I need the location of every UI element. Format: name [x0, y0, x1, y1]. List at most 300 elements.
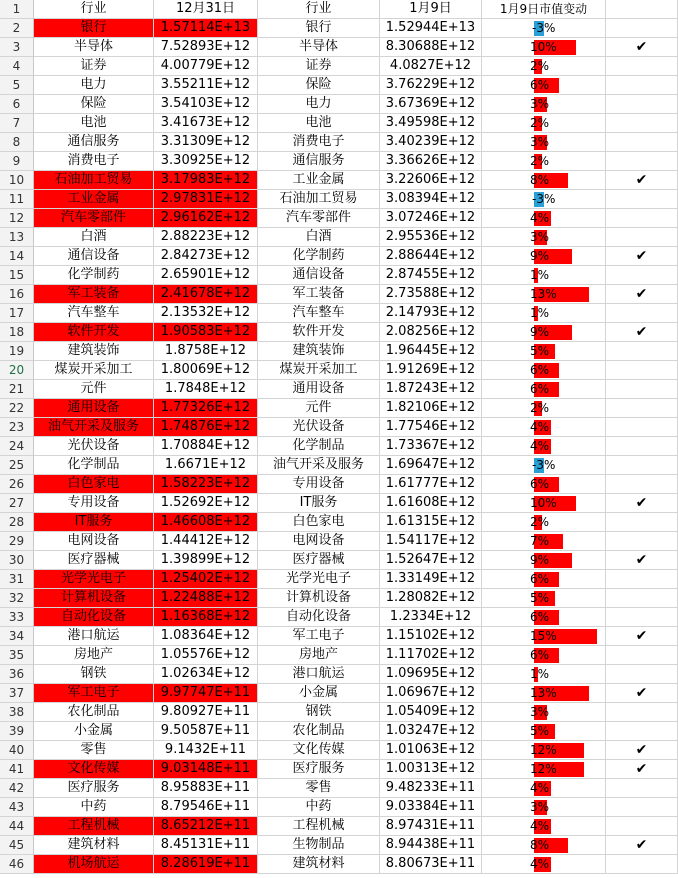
cell-change-e[interactable] [482, 855, 606, 874]
cell-check-f[interactable] [606, 855, 678, 874]
row-number[interactable]: 7 [0, 114, 34, 133]
cell-value-d[interactable]: 9.48233E+11 [380, 779, 482, 798]
cell-industry-c[interactable]: 油气开采及服务 [258, 456, 380, 475]
row-number[interactable]: 41 [0, 760, 34, 779]
cell-industry-c[interactable]: 中药 [258, 798, 380, 817]
cell-industry-c[interactable]: 医疗服务 [258, 760, 380, 779]
cell-check-f[interactable] [606, 494, 678, 513]
cell-check-f[interactable] [606, 627, 678, 646]
cell-value-b[interactable]: 8.28619E+11 [154, 855, 258, 874]
cell-change-e[interactable] [482, 589, 606, 608]
cell-industry-c[interactable]: 文化传媒 [258, 741, 380, 760]
cell-value-d[interactable]: 1.54117E+12 [380, 532, 482, 551]
cell-check-f[interactable] [606, 418, 678, 437]
row-number[interactable]: 22 [0, 399, 34, 418]
cell-change-e[interactable] [482, 722, 606, 741]
cell-change-e[interactable] [482, 361, 606, 380]
cell-industry-a[interactable]: 自动化设备 [34, 608, 154, 627]
cell-change-e[interactable] [482, 437, 606, 456]
cell-check-f[interactable] [606, 323, 678, 342]
cell-industry-a[interactable]: 通信设备 [34, 247, 154, 266]
row-number[interactable]: 32 [0, 589, 34, 608]
cell-value-b[interactable]: 1.46608E+12 [154, 513, 258, 532]
cell-change-e[interactable] [482, 76, 606, 95]
cell-change-e[interactable] [482, 570, 606, 589]
cell-value-d[interactable]: 1.96445E+12 [380, 342, 482, 361]
cell-industry-a[interactable]: 钢铁 [34, 665, 154, 684]
cell-change-e[interactable] [482, 475, 606, 494]
cell-change-e[interactable] [482, 38, 606, 57]
cell-value-d[interactable]: 8.30688E+12 [380, 38, 482, 57]
cell-industry-a[interactable]: 专用设备 [34, 494, 154, 513]
cell-change-e[interactable] [482, 532, 606, 551]
cell-change-e[interactable] [482, 304, 606, 323]
cell-industry-a[interactable]: 化学制品 [34, 456, 154, 475]
cell-value-b[interactable]: 8.45131E+11 [154, 836, 258, 855]
row-number[interactable]: 26 [0, 475, 34, 494]
cell-value-d[interactable]: 1.52647E+12 [380, 551, 482, 570]
cell-check-f[interactable] [606, 247, 678, 266]
cell-industry-a[interactable]: 文化传媒 [34, 760, 154, 779]
row-number[interactable]: 4 [0, 57, 34, 76]
cell-industry-c[interactable]: 化学制药 [258, 247, 380, 266]
cell-check-f[interactable] [606, 19, 678, 38]
cell-industry-c[interactable]: 石油加工贸易 [258, 190, 380, 209]
cell-industry-a[interactable]: 机场航运 [34, 855, 154, 874]
cell-check-f[interactable] [606, 646, 678, 665]
cell-industry-a[interactable]: 中药 [34, 798, 154, 817]
cell-check-f[interactable] [606, 684, 678, 703]
row-number[interactable]: 24 [0, 437, 34, 456]
cell-change-e[interactable] [482, 494, 606, 513]
row-number[interactable]: 35 [0, 646, 34, 665]
cell-value-d[interactable]: 1.28082E+12 [380, 589, 482, 608]
cell-check-f[interactable] [606, 475, 678, 494]
row-number[interactable]: 43 [0, 798, 34, 817]
cell-value-d[interactable]: 8.97431E+11 [380, 817, 482, 836]
cell-value-b[interactable]: 1.58223E+12 [154, 475, 258, 494]
cell-industry-a[interactable]: 零售 [34, 741, 154, 760]
cell-industry-c[interactable]: 通信服务 [258, 152, 380, 171]
cell-check-f[interactable] [606, 760, 678, 779]
cell-check-f[interactable] [606, 779, 678, 798]
cell-value-b[interactable]: 2.96162E+12 [154, 209, 258, 228]
row-number[interactable]: 19 [0, 342, 34, 361]
cell-change-e[interactable] [482, 798, 606, 817]
cell-value-b[interactable]: 9.1432E+11 [154, 741, 258, 760]
cell-value-d[interactable]: 1.06967E+12 [380, 684, 482, 703]
header-check-f[interactable] [606, 0, 678, 19]
row-number[interactable]: 15 [0, 266, 34, 285]
cell-value-d[interactable]: 4.0827E+12 [380, 57, 482, 76]
cell-value-d[interactable]: 1.00313E+12 [380, 760, 482, 779]
cell-value-d[interactable]: 1.61315E+12 [380, 513, 482, 532]
cell-change-e[interactable] [482, 760, 606, 779]
row-number[interactable]: 33 [0, 608, 34, 627]
row-number[interactable]: 30 [0, 551, 34, 570]
cell-value-b[interactable]: 2.65901E+12 [154, 266, 258, 285]
cell-check-f[interactable] [606, 190, 678, 209]
cell-industry-a[interactable]: 煤炭开采加工 [34, 361, 154, 380]
cell-value-d[interactable]: 1.05409E+12 [380, 703, 482, 722]
cell-value-b[interactable]: 1.02634E+12 [154, 665, 258, 684]
cell-value-b[interactable]: 3.54103E+12 [154, 95, 258, 114]
cell-industry-a[interactable]: 计算机设备 [34, 589, 154, 608]
cell-check-f[interactable] [606, 342, 678, 361]
cell-value-d[interactable]: 1.91269E+12 [380, 361, 482, 380]
cell-value-d[interactable]: 1.82106E+12 [380, 399, 482, 418]
cell-value-d[interactable]: 8.80673E+11 [380, 855, 482, 874]
cell-industry-c[interactable]: 化学制品 [258, 437, 380, 456]
row-number[interactable]: 42 [0, 779, 34, 798]
row-number[interactable]: 45 [0, 836, 34, 855]
cell-industry-c[interactable]: 房地产 [258, 646, 380, 665]
row-number[interactable]: 46 [0, 855, 34, 874]
cell-industry-c[interactable]: 银行 [258, 19, 380, 38]
cell-check-f[interactable] [606, 513, 678, 532]
cell-value-d[interactable]: 1.03247E+12 [380, 722, 482, 741]
cell-check-f[interactable] [606, 817, 678, 836]
cell-value-b[interactable]: 1.22488E+12 [154, 589, 258, 608]
cell-industry-c[interactable]: 半导体 [258, 38, 380, 57]
cell-industry-c[interactable]: 汽车零部件 [258, 209, 380, 228]
cell-value-d[interactable]: 2.73588E+12 [380, 285, 482, 304]
cell-industry-a[interactable]: 光伏设备 [34, 437, 154, 456]
row-number[interactable]: 14 [0, 247, 34, 266]
header-industry-a[interactable]: 行业 [34, 0, 154, 19]
cell-industry-a[interactable]: 房地产 [34, 646, 154, 665]
cell-value-b[interactable]: 2.88223E+12 [154, 228, 258, 247]
cell-change-e[interactable] [482, 152, 606, 171]
cell-change-e[interactable] [482, 57, 606, 76]
cell-value-b[interactable]: 3.17983E+12 [154, 171, 258, 190]
cell-value-d[interactable]: 1.61777E+12 [380, 475, 482, 494]
cell-industry-c[interactable]: 农化制品 [258, 722, 380, 741]
cell-check-f[interactable] [606, 285, 678, 304]
cell-industry-a[interactable]: 通信服务 [34, 133, 154, 152]
row-number[interactable]: 29 [0, 532, 34, 551]
cell-value-b[interactable]: 1.39899E+12 [154, 551, 258, 570]
cell-check-f[interactable] [606, 38, 678, 57]
cell-value-b[interactable]: 3.41673E+12 [154, 114, 258, 133]
cell-change-e[interactable] [482, 380, 606, 399]
cell-value-d[interactable]: 1.09695E+12 [380, 665, 482, 684]
cell-industry-a[interactable]: 半导体 [34, 38, 154, 57]
cell-industry-a[interactable]: 建筑装饰 [34, 342, 154, 361]
cell-value-b[interactable]: 1.52692E+12 [154, 494, 258, 513]
header-change-e[interactable]: 1月9日市值变动 [482, 0, 606, 19]
cell-change-e[interactable] [482, 551, 606, 570]
cell-value-b[interactable]: 1.16368E+12 [154, 608, 258, 627]
cell-change-e[interactable] [482, 665, 606, 684]
cell-industry-a[interactable]: 元件 [34, 380, 154, 399]
cell-value-d[interactable]: 9.03384E+11 [380, 798, 482, 817]
cell-industry-a[interactable]: 软件开发 [34, 323, 154, 342]
cell-change-e[interactable] [482, 19, 606, 38]
row-number[interactable]: 11 [0, 190, 34, 209]
cell-value-b[interactable]: 2.84273E+12 [154, 247, 258, 266]
row-number[interactable]: 18 [0, 323, 34, 342]
cell-change-e[interactable] [482, 399, 606, 418]
cell-industry-c[interactable]: 钢铁 [258, 703, 380, 722]
cell-value-d[interactable]: 1.77546E+12 [380, 418, 482, 437]
cell-check-f[interactable] [606, 133, 678, 152]
cell-change-e[interactable] [482, 779, 606, 798]
cell-check-f[interactable] [606, 399, 678, 418]
cell-check-f[interactable] [606, 209, 678, 228]
cell-value-b[interactable]: 1.8758E+12 [154, 342, 258, 361]
cell-industry-c[interactable]: 白色家电 [258, 513, 380, 532]
cell-value-b[interactable]: 1.77326E+12 [154, 399, 258, 418]
cell-value-d[interactable]: 3.36626E+12 [380, 152, 482, 171]
cell-value-d[interactable]: 2.08256E+12 [380, 323, 482, 342]
cell-value-d[interactable]: 1.69647E+12 [380, 456, 482, 475]
cell-industry-c[interactable]: 专用设备 [258, 475, 380, 494]
cell-check-f[interactable] [606, 437, 678, 456]
cell-industry-a[interactable]: 医疗器械 [34, 551, 154, 570]
cell-check-f[interactable] [606, 741, 678, 760]
cell-value-d[interactable]: 2.95536E+12 [380, 228, 482, 247]
cell-check-f[interactable] [606, 836, 678, 855]
cell-value-b[interactable]: 1.70884E+12 [154, 437, 258, 456]
cell-value-b[interactable]: 9.80927E+11 [154, 703, 258, 722]
cell-value-d[interactable]: 2.87455E+12 [380, 266, 482, 285]
cell-change-e[interactable] [482, 133, 606, 152]
cell-industry-a[interactable]: 电网设备 [34, 532, 154, 551]
cell-industry-c[interactable]: 电池 [258, 114, 380, 133]
cell-change-e[interactable] [482, 608, 606, 627]
cell-industry-c[interactable]: 工业金属 [258, 171, 380, 190]
row-number[interactable]: 1 [0, 0, 34, 19]
cell-value-d[interactable]: 1.73367E+12 [380, 437, 482, 456]
cell-value-d[interactable]: 3.40239E+12 [380, 133, 482, 152]
cell-industry-a[interactable]: 工业金属 [34, 190, 154, 209]
cell-change-e[interactable] [482, 836, 606, 855]
cell-change-e[interactable] [482, 817, 606, 836]
cell-industry-a[interactable]: 医疗服务 [34, 779, 154, 798]
cell-check-f[interactable] [606, 665, 678, 684]
cell-value-b[interactable]: 1.7848E+12 [154, 380, 258, 399]
cell-industry-c[interactable]: 生物制品 [258, 836, 380, 855]
cell-change-e[interactable] [482, 285, 606, 304]
cell-value-b[interactable]: 7.52893E+12 [154, 38, 258, 57]
row-number[interactable]: 10 [0, 171, 34, 190]
header-date-b[interactable]: 12月31日 [154, 0, 258, 19]
cell-change-e[interactable] [482, 190, 606, 209]
cell-change-e[interactable] [482, 95, 606, 114]
cell-change-e[interactable] [482, 513, 606, 532]
cell-check-f[interactable] [606, 171, 678, 190]
cell-value-d[interactable]: 2.88644E+12 [380, 247, 482, 266]
row-number[interactable]: 37 [0, 684, 34, 703]
cell-check-f[interactable] [606, 304, 678, 323]
cell-industry-a[interactable]: 小金属 [34, 722, 154, 741]
cell-check-f[interactable] [606, 703, 678, 722]
row-number[interactable]: 28 [0, 513, 34, 532]
row-number[interactable]: 23 [0, 418, 34, 437]
row-number[interactable]: 9 [0, 152, 34, 171]
cell-value-d[interactable]: 3.49598E+12 [380, 114, 482, 133]
cell-industry-a[interactable]: IT服务 [34, 513, 154, 532]
cell-industry-c[interactable]: 医疗器械 [258, 551, 380, 570]
row-number[interactable]: 44 [0, 817, 34, 836]
row-number[interactable]: 12 [0, 209, 34, 228]
cell-industry-a[interactable]: 电力 [34, 76, 154, 95]
row-number[interactable]: 39 [0, 722, 34, 741]
cell-value-d[interactable]: 1.52944E+13 [380, 19, 482, 38]
cell-check-f[interactable] [606, 589, 678, 608]
cell-industry-c[interactable]: 电力 [258, 95, 380, 114]
row-number[interactable]: 34 [0, 627, 34, 646]
cell-industry-a[interactable]: 石油加工贸易 [34, 171, 154, 190]
cell-check-f[interactable] [606, 532, 678, 551]
row-number[interactable]: 40 [0, 741, 34, 760]
cell-value-b[interactable]: 3.55211E+12 [154, 76, 258, 95]
cell-value-d[interactable]: 1.15102E+12 [380, 627, 482, 646]
row-number[interactable]: 2 [0, 19, 34, 38]
cell-industry-a[interactable]: 电池 [34, 114, 154, 133]
cell-value-b[interactable]: 2.41678E+12 [154, 285, 258, 304]
cell-value-d[interactable]: 1.33149E+12 [380, 570, 482, 589]
cell-industry-c[interactable]: 建筑材料 [258, 855, 380, 874]
cell-change-e[interactable] [482, 323, 606, 342]
cell-check-f[interactable] [606, 361, 678, 380]
cell-value-d[interactable]: 1.11702E+12 [380, 646, 482, 665]
cell-industry-a[interactable]: 通用设备 [34, 399, 154, 418]
cell-value-b[interactable]: 9.50587E+11 [154, 722, 258, 741]
cell-industry-c[interactable]: 零售 [258, 779, 380, 798]
row-number[interactable]: 17 [0, 304, 34, 323]
cell-value-b[interactable]: 1.05576E+12 [154, 646, 258, 665]
cell-check-f[interactable] [606, 76, 678, 95]
cell-check-f[interactable] [606, 57, 678, 76]
cell-check-f[interactable] [606, 570, 678, 589]
row-number[interactable]: 8 [0, 133, 34, 152]
cell-check-f[interactable] [606, 266, 678, 285]
cell-value-b[interactable]: 9.97747E+11 [154, 684, 258, 703]
header-date-d[interactable]: 1月9日 [380, 0, 482, 19]
row-number[interactable]: 5 [0, 76, 34, 95]
cell-value-b[interactable]: 8.79546E+11 [154, 798, 258, 817]
cell-value-b[interactable]: 9.03148E+11 [154, 760, 258, 779]
cell-industry-c[interactable]: 证券 [258, 57, 380, 76]
cell-industry-a[interactable]: 汽车零部件 [34, 209, 154, 228]
cell-check-f[interactable] [606, 152, 678, 171]
cell-change-e[interactable] [482, 209, 606, 228]
cell-industry-a[interactable]: 港口航运 [34, 627, 154, 646]
cell-industry-c[interactable]: 煤炭开采加工 [258, 361, 380, 380]
cell-industry-a[interactable]: 军工装备 [34, 285, 154, 304]
row-number[interactable]: 6 [0, 95, 34, 114]
cell-value-d[interactable]: 1.01063E+12 [380, 741, 482, 760]
cell-value-b[interactable]: 1.90583E+12 [154, 323, 258, 342]
cell-industry-c[interactable]: 计算机设备 [258, 589, 380, 608]
cell-industry-c[interactable]: 通信设备 [258, 266, 380, 285]
cell-value-b[interactable]: 3.30925E+12 [154, 152, 258, 171]
cell-check-f[interactable] [606, 95, 678, 114]
cell-value-b[interactable]: 1.57114E+13 [154, 19, 258, 38]
cell-check-f[interactable] [606, 722, 678, 741]
cell-industry-c[interactable]: 元件 [258, 399, 380, 418]
cell-change-e[interactable] [482, 171, 606, 190]
cell-industry-c[interactable]: 军工装备 [258, 285, 380, 304]
cell-change-e[interactable] [482, 703, 606, 722]
cell-change-e[interactable] [482, 418, 606, 437]
cell-value-d[interactable]: 3.67369E+12 [380, 95, 482, 114]
cell-industry-a[interactable]: 油气开采及服务 [34, 418, 154, 437]
cell-industry-c[interactable]: IT服务 [258, 494, 380, 513]
row-number[interactable]: 25 [0, 456, 34, 475]
cell-industry-c[interactable]: 自动化设备 [258, 608, 380, 627]
cell-value-b[interactable]: 8.65212E+11 [154, 817, 258, 836]
cell-industry-c[interactable]: 工程机械 [258, 817, 380, 836]
row-number[interactable]: 31 [0, 570, 34, 589]
cell-value-d[interactable]: 3.76229E+12 [380, 76, 482, 95]
header-industry-c[interactable]: 行业 [258, 0, 380, 19]
cell-industry-a[interactable]: 白酒 [34, 228, 154, 247]
cell-industry-c[interactable]: 建筑装饰 [258, 342, 380, 361]
cell-change-e[interactable] [482, 627, 606, 646]
cell-check-f[interactable] [606, 114, 678, 133]
row-number[interactable]: 16 [0, 285, 34, 304]
cell-industry-c[interactable]: 电网设备 [258, 532, 380, 551]
cell-check-f[interactable] [606, 551, 678, 570]
cell-change-e[interactable] [482, 114, 606, 133]
cell-industry-a[interactable]: 光学光电子 [34, 570, 154, 589]
row-number[interactable]: 13 [0, 228, 34, 247]
cell-value-b[interactable]: 2.13532E+12 [154, 304, 258, 323]
cell-industry-c[interactable]: 军工电子 [258, 627, 380, 646]
cell-check-f[interactable] [606, 798, 678, 817]
cell-industry-c[interactable]: 消费电子 [258, 133, 380, 152]
cell-value-d[interactable]: 2.14793E+12 [380, 304, 482, 323]
cell-change-e[interactable] [482, 228, 606, 247]
cell-value-b[interactable]: 8.95883E+11 [154, 779, 258, 798]
cell-check-f[interactable] [606, 456, 678, 475]
cell-value-d[interactable]: 3.22606E+12 [380, 171, 482, 190]
cell-change-e[interactable] [482, 741, 606, 760]
cell-value-b[interactable]: 1.44412E+12 [154, 532, 258, 551]
cell-value-d[interactable]: 1.87243E+12 [380, 380, 482, 399]
cell-value-b[interactable]: 1.6671E+12 [154, 456, 258, 475]
cell-check-f[interactable] [606, 228, 678, 247]
cell-industry-a[interactable]: 白色家电 [34, 475, 154, 494]
row-number[interactable]: 38 [0, 703, 34, 722]
cell-value-b[interactable]: 1.25402E+12 [154, 570, 258, 589]
cell-value-b[interactable]: 2.97831E+12 [154, 190, 258, 209]
cell-value-d[interactable]: 1.2334E+12 [380, 608, 482, 627]
cell-industry-a[interactable]: 军工电子 [34, 684, 154, 703]
cell-check-f[interactable] [606, 380, 678, 399]
cell-change-e[interactable] [482, 266, 606, 285]
cell-industry-a[interactable]: 银行 [34, 19, 154, 38]
cell-value-d[interactable]: 8.94438E+11 [380, 836, 482, 855]
cell-value-b[interactable]: 1.74876E+12 [154, 418, 258, 437]
cell-value-d[interactable]: 1.61608E+12 [380, 494, 482, 513]
cell-change-e[interactable] [482, 456, 606, 475]
cell-industry-c[interactable]: 软件开发 [258, 323, 380, 342]
row-number[interactable]: 20 [0, 361, 34, 380]
cell-industry-a[interactable]: 消费电子 [34, 152, 154, 171]
cell-industry-c[interactable]: 白酒 [258, 228, 380, 247]
cell-change-e[interactable] [482, 646, 606, 665]
cell-value-b[interactable]: 3.31309E+12 [154, 133, 258, 152]
row-number[interactable]: 36 [0, 665, 34, 684]
cell-industry-a[interactable]: 工程机械 [34, 817, 154, 836]
cell-industry-c[interactable]: 小金属 [258, 684, 380, 703]
cell-value-d[interactable]: 3.08394E+12 [380, 190, 482, 209]
cell-value-d[interactable]: 3.07246E+12 [380, 209, 482, 228]
